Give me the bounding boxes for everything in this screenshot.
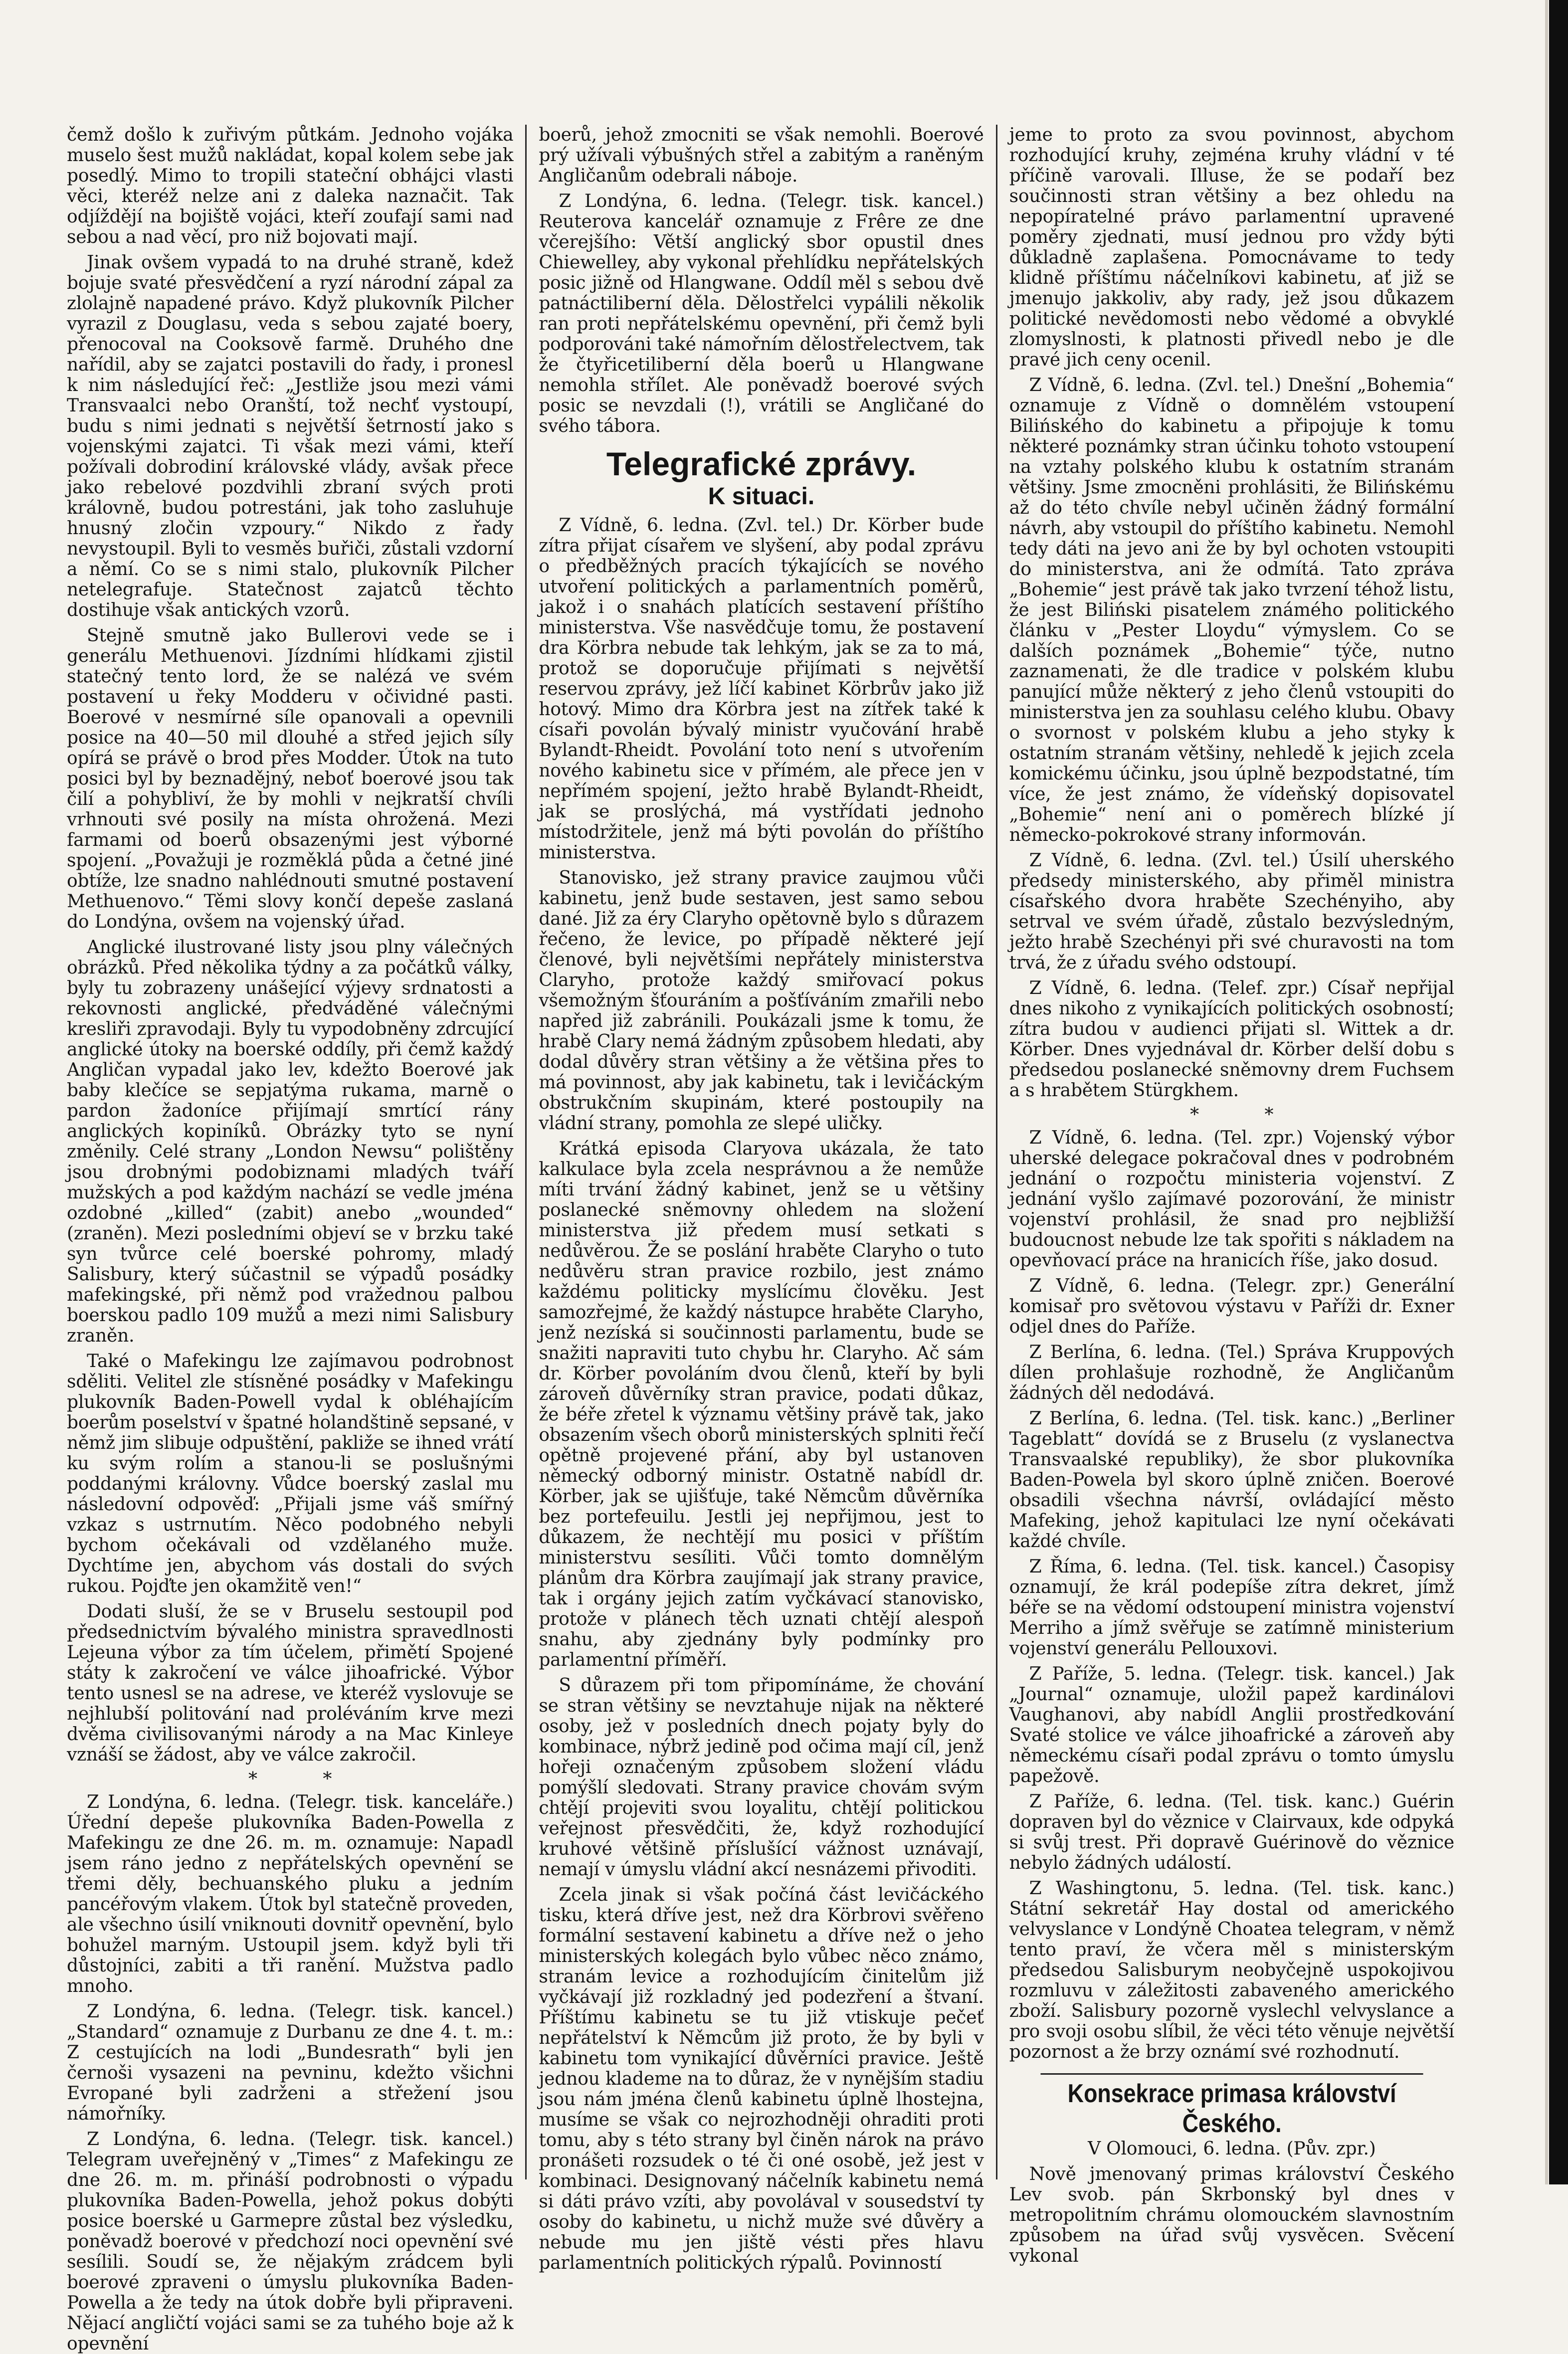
article-paragraph: Z Vídně, 6. ledna. (Zvl. tel.) Dnešní „Bohemia“ oznamuje z Vídně o domnělém vstoupení Bilińského do kabinetu a připojuje k tomu některé poznámky stran účinku tohoto vstoupení na vztahy polského klubu k ostatním stranám většiny. Jsme zmocněni prohlásiti, že Bilińskému až do této chvíle nebyl učiněn žádný formální návrh, aby vstoupil do příštího kabinetu. Nemohl tedy dáti na jevo ani že by byl ochoten vstoupiti do ministerstva, ani že odmítá. Tato zpráva „Bohemie“ jest právě tak jako tvrzení téhož listu, že jest Biliński pisatelem známého politického článku v „Pester Lloydu“ výmyslem. Co se dalších poznámek „Bohemie“ týče, nutno zaznamenati, že dle tradice v polském klubu panující může některý z jeho členů vstoupiti do ministerstva jen za souhlasu celého klubu. Obavy o svornost v polském klubu a jeho styky k ostatním stranám většiny, nehledě k jejich zcela komickému účinku, jsou úplně bezpodstatné, tím více, že jest známo, že vídeňský dopisovatel „Bohemie“ není ani o poměrech blízké jí německo-pokrokové strany informován. (1009, 375, 1454, 845)
article-paragraph: Dodati sluší, že se v Bruselu sestoupil pod předsednictvím bývalého ministra spravedlnosti Lejeuna výbor za tím účelem, přimětí Spojené státy k zakročení ve válce jihoafrické. Výbor tento usnesl se na adrese, ve kteréž vyslovuje se nejhlubší politování nad proléváním krve mezi dvěma civilisovanými národy a na Mac Kinleye vznáší se žádost, aby ve válce zakročil. (67, 1601, 514, 1765)
article-paragraph: Z Vídně, 6. ledna. (Zvl. tel.) Dr. Körber bude zítra přijat císařem ve slyšení, aby podal zprávu o předběžných pracích týkajících se nového utvoření politických a parlamentních poměrů, jakož i o snahách platících sestavení příštího ministerstva. Vše nasvědčuje tomu, že postavení dra Körbra nebude tak lehkým, jak se za to má, protož se doporučuje přijímati s největší reservou zprávy, jež líčí kabinet Körbrův jako již hotový. Mimo dra Körbra jest na zítřek také k císaři povolán bývalý ministr vyučování hrabě Bylandt-Rheidt. Povolání toto není s utvořením nového kabinetu sice v přímém, ale přece jen v nepřímém spojení, ježto hrabě Bylandt-Rheidt, jak se proslýchá, má vystřídati jednoho místodržitele, jenž má býti povolán do příštího ministerstva. (539, 515, 984, 863)
article-paragraph: Anglické ilustrované listy jsou plny válečných obrázků. Před několika týdny a za počátků války, byly tu zobrazeny unášející výjevy srdnatosti a rekovnosti anglické, předváděné válečnými kresliři zpravodaji. Byly tu vypodobněny zdrcující anglické útoky na boerské oddíly, při čemž každý Angličan vypadal jako lev, kdežto Boerové jak baby klečíce se sepjatýma rukama, marně o pardon žadoníce přijímají smrtící rány anglických kopiníků. Obrázky tyto se nyní změnily. Celé strany „London Newsu“ polištěny jsou drobnými podobiznami mladých tváří mužských a pod každým nachází se vedle jména ozdobné „killed“ (zabit) anebo „wounded“ (zraněn). Mezi posledními objeví se v brzku také syn tvůrce celé boerské pohromy, mladý Salisbury, který súčastnil se výpadů posádky mafekingské, při němž pod vražednou palbou boerskou padlo 109 mužů a mezi nimi Salisbury zraněn. (67, 937, 514, 1346)
section-subtitle: K situaci. (708, 483, 815, 510)
newspaper-columns (55, 125, 1466, 2354)
section-divider-stars: * * (248, 1769, 362, 1789)
scan-dark-edge (1549, 0, 1568, 2184)
article-paragraph: Z Říma, 6. ledna. (Tel. tisk. kancel.) Časopisy oznamují, že král podepíše zítra dekret, jímž béře se na vědomí odstoupení ministra vojenství Merriho a jímž svěřuje se zatímně ministerium vojenství generálu Pellouxovi. (1009, 1557, 1454, 1659)
article-paragraph: boerů, jehož zmocniti se však nemohli. Boerové prý užívali výbušných střel a zabitým a raněným Angličanům odebrali náboje. (539, 125, 984, 186)
article-paragraph: Krátká episoda Claryova ukázala, že tato kalkulace byla zcela nesprávnou a že nemůže míti trvání žádný kabinet, jenž se u většiny poslanecké sněmovny ohledem na složení ministerstva již předem musí setkati s nedůvěrou. Že se poslání hraběte Claryho o tuto nedůvěru stran pravice rozbilo, jest známo každému politicky myslícímu člověku. Jest samozřejmé, že každý nástupce hraběte Claryho, jenž nezíská si součinnosti parlamentu, bude se snažiti napraviti tuto chybu hr. Claryho. Ač sám dr. Körber povoláním dvou členů, kteří by byli zároveň důvěrníky stran pravice, podati důkaz, že béře zřetel k významu většiny právě tak, jako obsazením všech oborů ministerských splniti řečí opětně projevené přání, aby byl ustanoven německý odborný ministr. Ostatně nabídl dr. Körber, jak se ujišťuje, také Němcům důvěrníka bez portefeuilu. Jestli jej nepřijmou, jest to důkazem, že nechtějí mu posici v příštím ministerstvu sesíliti. Vůči tomto domnělým plánům dra Körbra zaujímají jak strany pravice, tak i orgány jejich zatím vyčkávací stanovisko, protože v plánech těch uznati chtějí alespoň snahu, aby zjednány byly podmínky pro parlamentní příměří. (539, 1139, 984, 1670)
article-paragraph: Z Vídně, 6. ledna. (Telegr. zpr.) Generální komisař pro světovou výstavu v Paříži dr. Exner odjel dnes do Paříže. (1009, 1276, 1454, 1337)
article-paragraph: Z Londýna, 6. ledna. (Telegr. tisk. kancel.) Reuterova kancelář oznamuje z Frêre ze dne včerejšího: Větší anglický sbor opustil dnes Chiewelley, aby vykonal přehlídku nepřátelských posic jižně od Hlangwane. Oddíl měl s sebou dvě patnáctiliberní děla. Dělostřelci vypálili několik ran proti nepřátelskému opevnění, při čemž byli podporováni také námořním dělostřelectvem, tak že čtyřicetiliberní děla boerů u Hlangwane nemohla střílet. Ale poněvadž boerové svých posic se nevzdali (!), vrátili se Angličané do svého tábora. (539, 191, 984, 436)
article-paragraph: Z Londýna, 6. ledna. (Telegr. tisk. kancel.) Telegram uveřejněný v „Times“ z Mafekingu ze dne 26. m. m. přináší podrobnosti o výpadu plukovníka Baden-Powella, jehož pokus dobýti posice boerské u Garmepre zůstal bez výsledku, poněvadž boerové v předchozí noci opevnění své sesílili. Soudí se, že nějakým zrádcem byli boerové zpraveni o úmyslu plukovníka Baden-Powella a že tedy na útok dobře byli připraveni. Nějací angličtí vojáci sami se za tuhého boje až k opevnění (67, 2129, 514, 2354)
article-paragraph: Z Berlína, 6. ledna. (Tel.) Správa Kruppových dílen prohlašuje rozhodně, že Angličanům žádných děl nedodává. (1009, 1342, 1454, 1403)
column-left (55, 125, 525, 2354)
consecration-headline: Konsekrace primasa království Českého. (1040, 2073, 1423, 2139)
article-paragraph: Také o Mafekingu lze zajímavou podrobnost sděliti. Velitel zle stísněné posádky v Mafekingu plukovník Baden-Powell vydal k obléhajícím boerům poselství v špatné holandštině sepsané, v němž jim slibuje odpuštění, pakliže se ihned vrátí ku svým rolím a stanou-li se poslušnými poddanými královny. Vůdce boerský zaslal mu následovní odpověď: „Přijali jsme váš smířný vzkaz s ustrnutím. Něco podobného nebyli bychom očekávali od vzdělaného muže. Dychtíme jen, abychom vás dostali do svých rukou. Pojďte jen okamžitě ven!“ (67, 1351, 514, 1596)
article-paragraph: Z Vídně, 6. ledna. (Tel. zpr.) Vojenský výbor uherské delegace pokračoval dnes v podrobném jednání o rozpočtu ministeria vojenství. Z jednání vyšlo zajímavé pozorování, že ministr vojenství prohlásil, že snad pro nejbližší budoucnost nebude lze tak spořiti s nákladem na opevňovací práce na hranicích říše, jako dosud. (1009, 1128, 1454, 1271)
column-right (996, 125, 1466, 2266)
article-paragraph: Zcela jinak si však počíná část levičáckého tisku, která dříve jest, než dra Körbrovi svěřeno formální sestavení kabinetu a dříve než o jeho ministerských kolegách bylo vůbec něco známo, stranám levice a rozhodujícím činitelům již vyčkávají již rozkladný jed podezření a štvaní. Příštímu kabinetu se tu již vtiskuje pečeť nepřátelství k Němcům již proto, že by byli v kabinetu tom vynikající důvěrníci pravice. Ještě jednou klademe na to důraz, že v nynějším stadiu jsou nám jména členů kabinetu úplně lhostejna, musíme se však co nejrozhodněji ohraditi proti tomu, aby s této strany byl činěn nárok na právo pronášeti rozsudek o té či oné osobě, jež jest v kombinaci. Designovaný náčelník kabinetu nemá si dáti právo vzíti, aby povolával v sousedství ty osoby do kabinetu, u nichž muže své důvěry a nebude mu jen jiště vésti přes hlavu parlamentních politických rýpalů. Povinností (539, 1885, 984, 2273)
article-paragraph: Z Berlína, 6. ledna. (Tel. tisk. kanc.) „Berliner Tageblatt“ dovídá se z Bruselu (z vyslanectva Transvaalské republiky), že sbor plukovníka Baden-Powela byl skoro úplně zničen. Boerové obsadili všechna návrší, ovládající město Mafeking, jehož kapitulaci lze nyní očekávati každé chvíle. (1009, 1408, 1454, 1552)
article-paragraph: Z Londýna, 6. ledna. (Telegr. tisk. kanceláře.) Úřední depeše plukovníka Baden-Powella z Mafekingu ze dne 26. m. m. oznamuje: Napadl jsem ráno jedno z nepřátelských opevnění se třemi děly, bechuanského pluku a jedním pancéřovým vlakem. Útok byl statečně proveden, ale všechno úsilí vniknouti dovnitř opevnění, bylo bohužel marným. Ustoupil jsem. když byli tři důstojníci, zabiti a tři ranění. Mužstva padlo mnoho. (67, 1792, 514, 1996)
article-paragraph: Z Londýna, 6. ledna. (Telegr. tisk. kancel.) „Standard“ oznamuje z Durbanu ze dne 4. t. m.: Z cestujících na lodi „Bundesrath“ byli jen černoši vysazeni na pevninu, kdežto všichni Evropané byli zadrženi a střežení jsou námořníky. (67, 2001, 514, 2124)
article-paragraph: Z Washingtonu, 5. ledna. (Tel. tisk. kanc.) Státní sekretář Hay dostal od amerického velvyslance v Londýně Choatea telegram, v němž tento praví, že včera měl s ministerským předsedou Salisburym neobyčejně uspokojivou rozmluvu v záležitosti zabaveného amerického zboží. Salisbury pozorně vyslechl velvyslance a pro svoji osobu slíbil, že věci této věnuje největší pozornost a že brzy oznámí své rozhodnutí. (1009, 1878, 1454, 2062)
article-paragraph: Z Vídně, 6. ledna. (Telef. zpr.) Císař nepřijal dnes nikoho z vynikajících politických osobností; zítra budou v audienci přijati sl. Wittek a dr. Körber. Dnes vyjednával dr. Körber delší dobu s předsedou poslanecké sněmovny drem Fuchsem a s hrabětem Stürgkhem. (1009, 978, 1454, 1101)
article-paragraph: Jinak ovšem vypadá to na druhé straně, kdež bojuje svaté přesvědčení a ryzí národní zápal za zlolajně napadené právo. Když plukovník Pilcher vyrazil z Douglasu, veda s sebou zajaté boery, přenocoval na Cooksově farmě. Druhého dne nařídil, aby se zajatci postavili do řady, i pronesl k nim následující řeč: „Jestliže jsou mezi vámi Transvaalci nebo Oranští, tož nechť vystoupí, budu s nimi jednati s největší šetrností jako s vojenskými zajatci. Ti však mezi vámi, kteří požívali dobrodiní královské vlády, avšak přece jako rebelové pozdvihli zbraní svých proti královně, budou potrestáni, jak toho zasluhuje hnusný zločin vzpoury.“ Nikdo z řady nevystoupil. Byli to vesměs buřiči, zůstali vzdorní a němí. Co se s nimi stalo, plukovník Pilcher netelegrafuje. Statečnost zajatců těchto dostihuje však antických vzorů. (67, 252, 514, 620)
article-paragraph: Stanovisko, jež strany pravice zaujmou vůči kabinetu, jenž bude sestaven, jest samo sebou dané. Již za éry Claryho opětovně bylo s důrazem řečeno, že levice, po případě některé její členové, byli největšími nepřátely ministerstva Claryho, protože každý smiřovací pokus všemožným šťouráním a pošťíváním zmařili nebo napřed již zabránili. Poukázali jsme k tomu, že hrabě Clary nemá žádným způsobem hledati, aby dodal důvěry stran většiny a že většina přes to má povinnost, aby jak kabinetu, tak i levičáckým obstrukčním skupinám, které postoupily na vládní strany, pomohla ze slepé uličky. (539, 868, 984, 1134)
article-paragraph: Z Paříže, 5. ledna. (Telegr. tisk. kancel.) Jak „Journal“ oznamuje, uložil papež kardinálovi Vaughanovi, aby nabídl Anglii prostředkování Svaté stolice ve válce jihoafrické a zároveň aby německému císaři podal zprávu o tomto úmyslu papežově. (1009, 1664, 1454, 1786)
article-paragraph: V Olomouci, 6. ledna. (Pův. zpr.) (1088, 2139, 1376, 2159)
article-paragraph: čemž došlo k zuřivým půtkám. Jednoho vojáka muselo šest mužů nakládat, kopal kolem sebe jak posedlý. Mimo to tropili stateční obhájci vlasti věci, kteréž nelze ani z daleka naznačit. Tak odjíždějí na bojiště vojáci, kteří zoufají sami nad sebou a nad věcí, pro niž bojovati mají. (67, 125, 514, 247)
column-middle (525, 125, 995, 2273)
article-paragraph: Z Vídně, 6. ledna. (Zvl. tel.) Úsilí uherského předsedy ministerského, aby přiměl ministra císařského dvora hraběte Szechényiho, aby setrval ve svém úřadě, zůstalo bezvýsledným, ježto hrabě Szechényi při své churavosti na tom trvá, že z úřadu svého odstoupí. (1009, 850, 1454, 973)
article-paragraph: Nově jmenovaný primas království Českého Lev svob. pán Skrbonský byl dnes v metropolitním chrámu olomouckém slavnostním způsobem na úřad svůj vysvěcen. Svěcení vykonal (1009, 2164, 1454, 2266)
article-paragraph: Stejně smutně jako Bullerovi vede se i generálu Methuenovi. Jízdními hlídkami zjistil statečný tento lord, že se nalézá ve svém postavení u řeky Modderu v očividné pasti. Boerové v nesmírné síle opanovali a opevnili posice na 40—50 mil dlouhé a střed jejich síly opírá se právě o brod přes Modder. Útok na tuto posici byl by beznadějný, neboť boerové jsou tak čilí a pohybliví, že by mohli v nejkratší chvíli vrhnouti své posily na místa ohrožená. Mezi farmami od boerů obsazenými jest výborné spojení. „Považuji je rozměklá půda a četné jiné obtíže, lze snadno nahlédnouti smutné postavení Methuenovo.“ Těmi slovy končí depeše zaslaná do Londýna, ovšem na vojenský úřad. (67, 625, 514, 932)
section-divider-stars: * * (1190, 1105, 1304, 1125)
article-paragraph: jeme to proto za svou povinnost, abychom rozhodující kruhy, zejména kruhy vládní v té příčině varovali. Illuse, že se podaří bez součinnosti stran většiny a bez ohledu na nepopíratelné právo parlamentní upravené poměry zjednati, musí jednou pro vždy býti důkladně zaplašena. Pomocnávame to tedy klidně příštímu náčelníkovi kabinetu, ať již se jmenujo jakkoliv, aby rady, jež jsou důkazem politické nevědomosti nebo vědomé a obvyklé zlomyslnosti, k platnosti přivedl nebo je dle pravé jich ceny ocenil. (1009, 125, 1454, 370)
article-paragraph: S důrazem při tom připomínáme, že chování se stran většiny se nevztahuje nijak na některé osoby, jež v posledních dnech pojaty byly do kombinace, nýbrž jedině pod očima mají cíl, jenž hořeji označeným způsobem složení vládu pomýšlí sledovati. Strany pravice chovám svým chtějí projeviti svou loyalitu, chtějí politickou veřejnost přesvědčiti, že, když rozhodující kruhové většině příslušící vážnost uznávají, nemají v úmyslu vládní akcí nesnázemi přivoditi. (539, 1675, 984, 1880)
page-edge-strip (1545, 0, 1548, 2184)
section-title: Telegrafické zprávy. (606, 445, 917, 482)
article-paragraph: Z Paříže, 6. ledna. (Tel. tisk. kanc.) Guérin dopraven byl do věznice v Clairvaux, kde odpyká si svůj trest. Při dopravě Guérinově do věznice nebylo žádných událostí. (1009, 1791, 1454, 1873)
